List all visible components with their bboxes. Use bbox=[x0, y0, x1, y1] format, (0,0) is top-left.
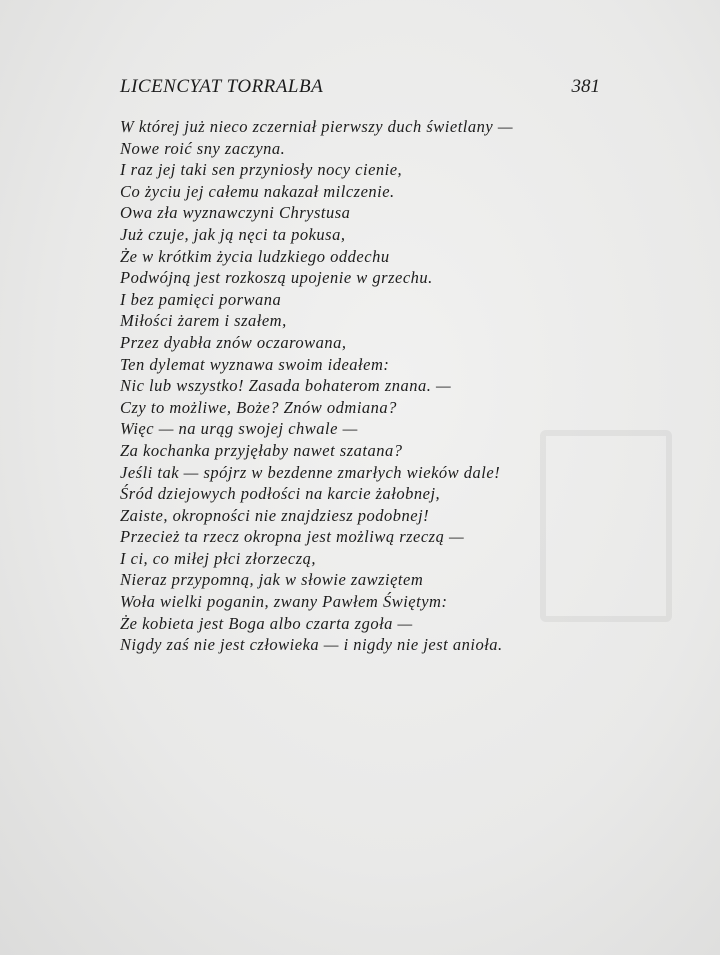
poem-line: Za kochanka przyjęłaby nawet szatana? bbox=[120, 440, 403, 460]
poem-line: Czy to możliwe, Boże? Znów odmiana? bbox=[120, 397, 397, 417]
poem-line: W której już nieco zczerniał pierwszy duch świetlany — bbox=[120, 117, 514, 136]
poem-line: Że w krótkim życia ludzkiego oddechu bbox=[120, 246, 390, 266]
poem-line: Miłości żarem i szałem, bbox=[120, 311, 287, 331]
poem-text bbox=[120, 116, 600, 656]
poem-line: Co życiu jej całemu nakazał milczenie. bbox=[120, 181, 395, 201]
poem-line: Owa zła wyznawczyni Chrystusa bbox=[120, 203, 351, 223]
poem-line: Nic lub wszystko! Zasada bohaterom znana. — bbox=[120, 376, 452, 396]
poem-line: Przez dyabła znów oczarowana, bbox=[120, 332, 347, 352]
poem-line: Jeśli tak — spójrz w bezdenne zmarłych wieków dale! bbox=[120, 462, 501, 482]
poem-line: Że kobieta jest Boga albo czarta zgoła — bbox=[120, 613, 413, 633]
poem-line: Śród dziejowych podłości na karcie żałobnej, bbox=[120, 484, 441, 504]
poem-line: Ten dylemat wyznawa swoim ideałem: bbox=[120, 354, 390, 374]
running-title: LICENCYAT TORRALBA bbox=[120, 76, 324, 97]
poem-line: I bez pamięci porwana bbox=[120, 289, 282, 309]
poem-line: Woła wielki poganin, zwany Pawłem Świętym: bbox=[120, 592, 448, 612]
poem-line: I raz jej taki sen przyniosły nocy cienie, bbox=[120, 160, 403, 180]
running-head bbox=[120, 76, 600, 100]
poem-line: Nieraz przypomną, jak w słowie zawziętem bbox=[120, 570, 424, 590]
poem-line: Już czuje, jak ją nęci ta pokusa, bbox=[120, 224, 346, 244]
page-number: 381 bbox=[571, 76, 600, 97]
poem-line: Zaiste, okropności nie znajdziesz podobnej! bbox=[120, 505, 430, 525]
poem-line: Przecież ta rzecz okropna jest możliwą rzeczą — bbox=[120, 527, 465, 547]
poem-line: Nowe roić sny zaczyna. bbox=[120, 138, 286, 158]
poem-line: Nigdy zaś nie jest człowieka — i nigdy nie jest anioła. bbox=[120, 635, 503, 655]
poem-line: I ci, co miłej płci złorzeczą, bbox=[120, 548, 317, 568]
poem-line: Więc — na urąg swojej chwale — bbox=[120, 419, 358, 439]
poem-line: Podwójną jest rozkoszą upojenie w grzechu. bbox=[120, 268, 433, 288]
